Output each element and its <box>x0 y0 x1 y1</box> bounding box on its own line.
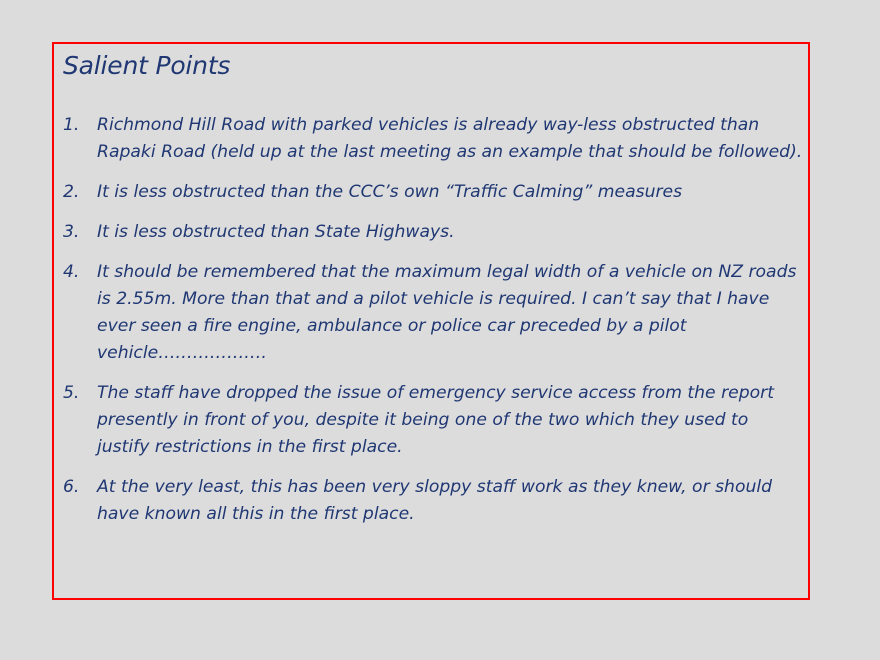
point-text: It is less obstructed than State Highways. <box>97 222 455 242</box>
point-text: It is less obstructed than the CCC’s own “Traffic Calming” measures <box>97 182 683 202</box>
point-text: The staff have dropped the issue of emergency service access from the report presently in front of you, despite it being one of the two which they used to justify restrictions in the first place. <box>97 383 774 457</box>
point-text: At the very least, this has been very sloppy staff work as they knew, or should have known all this in the first place. <box>97 477 773 524</box>
point-number: 6. <box>63 477 80 497</box>
slide-title: Salient Points <box>63 51 231 80</box>
points-list <box>63 112 803 541</box>
point-text: It should be remembered that the maximum legal width of a vehicle on NZ roads is 2.55m. More than that and a pilot vehicle is required. I can’t say that I have ever seen a fire engine, ambulance or police car preceded by a pilot vehicle………………. <box>97 262 797 363</box>
point-item-3 <box>63 219 803 246</box>
point-item-4 <box>63 259 803 367</box>
point-number: 4. <box>63 262 80 282</box>
point-number: 2. <box>63 182 80 202</box>
point-text: Richmond Hill Road with parked vehicles is already way-less obstructed than Rapaki Road (held up at the last meeting as an example that should be followed). <box>97 115 803 162</box>
point-number: 3. <box>63 222 80 242</box>
salient-points-box <box>52 42 810 600</box>
point-number: 5. <box>63 383 80 403</box>
point-item-1 <box>63 112 803 166</box>
point-item-2 <box>63 179 803 206</box>
point-number: 1. <box>63 115 80 135</box>
point-item-6 <box>63 474 803 528</box>
point-item-5 <box>63 380 803 461</box>
